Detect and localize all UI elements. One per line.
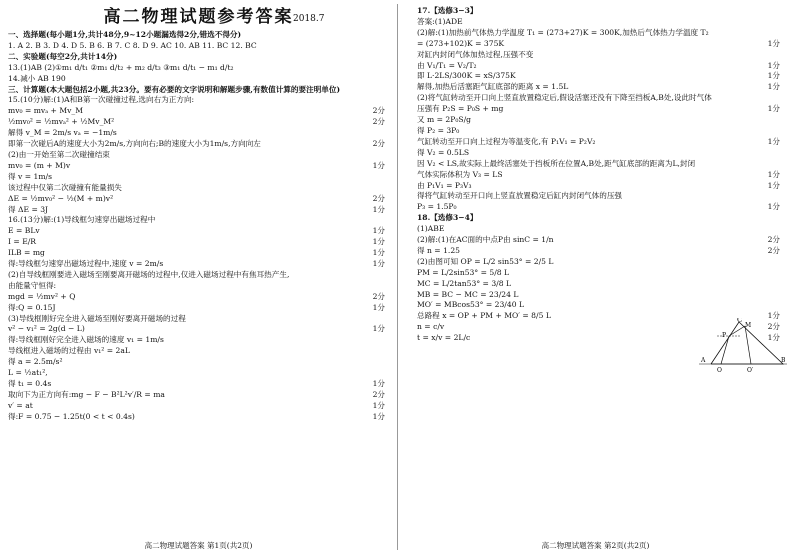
- answer-text: 即第一次碰后A的速度大小为2m/s,方向向右;B的速度大小为1m/s,方向向左: [8, 139, 261, 149]
- answer-line: [8, 172, 389, 183]
- score: 2分: [372, 193, 385, 203]
- answer-line: [8, 292, 389, 303]
- answer-line: [417, 235, 784, 246]
- score: 2分: [767, 245, 780, 255]
- answer-text: 气缸转动至开口向上过程为等温变化,有 P₁V₁ = P₂V₂: [417, 136, 596, 146]
- answer-text: t = x/v = 2L/c: [417, 333, 471, 343]
- answer-text: v² − v₁² = 2g(d − L): [8, 324, 85, 334]
- answer-text: (2)解:(1)在AC面的中点P由 sinC = 1/n: [417, 235, 554, 245]
- answer-line: [417, 202, 784, 213]
- answer-line: [8, 401, 389, 412]
- score: 1分: [767, 180, 780, 190]
- answer-line: [8, 324, 389, 335]
- answer-line: [8, 52, 389, 63]
- answer-text: 三、计算题(本大题包括2小题,共23分。要有必要的文字说明和解题步骤,有数值计算的要注明单位): [8, 84, 341, 94]
- fig-label-m: M: [745, 322, 752, 329]
- page-1-footer: 高二物理试题答案 第1页(共2页): [144, 541, 253, 550]
- answer-line: [8, 63, 389, 74]
- answer-text: 由 V₁/T₁ = V₂/T₂: [417, 60, 477, 70]
- answer-text: 14.减小 AB 190: [8, 73, 66, 83]
- answer-line: [417, 115, 784, 126]
- answer-text: 解得 v_M = 2m/s vₐ = −1m/s: [8, 128, 117, 138]
- answer-text: ½mv₀² = ½mvₐ² + ½Mv_M²: [8, 117, 115, 127]
- score: 1分: [767, 82, 780, 92]
- score: 1分: [767, 71, 780, 81]
- fig-label-o-prime: O′: [747, 367, 754, 372]
- answer-text: 气体实际体积为 V₃ = LS: [417, 169, 503, 179]
- answer-line: [8, 128, 389, 139]
- answer-line: [417, 257, 784, 268]
- score: 1分: [372, 160, 385, 170]
- answer-line: [8, 237, 389, 248]
- score: 1分: [372, 248, 385, 258]
- answer-line: [8, 390, 389, 401]
- answer-text: 由 P₁V₁ = P₃V₃: [417, 180, 472, 190]
- answer-text: 一、选择题(每小题1分,共计48分,9~12小题漏选得2分,错选不得分): [8, 30, 242, 39]
- answer-line: [8, 85, 389, 96]
- answer-text: (2)将气缸转动至开口向上竖直放置稳定后,假设活塞还没有下降至挡板A,B处,设此时气体: [417, 93, 712, 103]
- answer-line: [8, 259, 389, 270]
- answer-line: [417, 93, 784, 104]
- answer-line: [417, 148, 784, 159]
- answer-line: [417, 300, 784, 311]
- answer-line: [417, 213, 784, 224]
- page-title: 高二物理试题参考答案: [103, 7, 294, 27]
- answer-text: 18.【选修3−4】: [417, 213, 478, 223]
- answer-text: mv₀ = (m + M)v: [8, 160, 71, 170]
- answer-text: E = BLv: [8, 226, 40, 236]
- answer-line: [8, 357, 389, 368]
- answer-line: [8, 139, 389, 150]
- answer-text: 得 n = 1.25: [417, 245, 460, 255]
- score: 1分: [767, 202, 780, 212]
- page-2-content: [417, 6, 784, 344]
- answer-line: [8, 183, 389, 194]
- answer-line: [8, 346, 389, 357]
- answer-text: 得 t₁ = 0.4s: [8, 379, 52, 388]
- answer-text: (2)由一开始至第二次碰撞结束: [8, 149, 110, 159]
- answer-text: 导线框进入磁场的过程由 v₁² = 2aL: [8, 346, 130, 356]
- score: 1分: [767, 104, 780, 114]
- answer-text: 得:F = 0.75 − 1.25t(0 < t < 0.4s): [8, 411, 135, 421]
- answer-line: [417, 6, 784, 17]
- answer-text: 答案:(1)ADE: [417, 16, 463, 26]
- answer-line: [8, 205, 389, 216]
- fig-label-c: C: [737, 318, 743, 324]
- answer-text: I = E/R: [8, 237, 37, 247]
- score: 2分: [372, 291, 385, 301]
- answer-line: [417, 181, 784, 192]
- answer-text: 取向下为正方向有:mg − F − B²L²v′/R = ma: [8, 389, 165, 399]
- answer-line: [417, 170, 784, 181]
- answer-text: (3)导线框刚好完全进入磁场至刚好要离开磁场的过程: [8, 313, 186, 323]
- score: 1分: [767, 333, 780, 343]
- answer-text: 总路程 x = OP + PM + MO′ = 8/5 L: [417, 311, 551, 321]
- answer-line: [8, 314, 389, 325]
- score: 2分: [372, 106, 385, 116]
- score: 1分: [767, 311, 780, 321]
- answer-line: [417, 39, 784, 50]
- answer-line: [417, 290, 784, 301]
- page-2: [397, 0, 794, 554]
- answer-line: [8, 106, 389, 117]
- answer-text: (2)由图可知 OP = L/2 sin53° = 2/5 L: [417, 256, 554, 266]
- score: 2分: [372, 117, 385, 127]
- answer-line: [8, 368, 389, 379]
- answer-line: [8, 281, 389, 292]
- prism-diagram: [697, 318, 789, 372]
- answer-text: (2)自导线框刚要进入磁场至刚要离开磁场的过程中,仅进入磁场过程中有焦耳热产生,: [8, 269, 290, 279]
- score: 1分: [372, 237, 385, 247]
- answer-text: = (273+102)K = 375K: [417, 38, 505, 48]
- answer-text: mgd = ½mv² + Q: [8, 291, 76, 301]
- answer-line: [417, 279, 784, 290]
- answer-text: MC = L/2tan53° = 3/8 L: [417, 278, 512, 288]
- answer-text: ΔE = ½mv₀² − ½(M + m)v²: [8, 193, 114, 203]
- answer-text: 得 v = 1m/s: [8, 171, 52, 181]
- score: 1分: [767, 136, 780, 146]
- score: 2分: [372, 389, 385, 399]
- answer-line: [8, 215, 389, 226]
- answer-line: [417, 137, 784, 148]
- answer-line: [417, 17, 784, 28]
- answer-line: [417, 61, 784, 72]
- answer-line: [417, 246, 784, 257]
- answer-line: [417, 268, 784, 279]
- answer-text: n = c/v: [417, 322, 445, 332]
- answer-line: [417, 104, 784, 115]
- answer-line: [417, 126, 784, 137]
- answer-line: [417, 71, 784, 82]
- score: 1分: [372, 411, 385, 421]
- answer-line: [8, 412, 389, 423]
- answer-text: P₃ = 1.5P₀: [417, 202, 457, 212]
- answer-text: 得:导线框刚好完全进入磁场的速度 v₁ = 1m/s: [8, 335, 164, 345]
- page-2-footer: 高二物理试题答案 第2页(共2页): [541, 541, 650, 550]
- answer-line: [417, 159, 784, 170]
- answer-line: [8, 150, 389, 161]
- answer-text: MO′ = MBcos53° = 23/40 L: [417, 300, 524, 310]
- answer-text: 15.(10分)解:(1)A和B第一次碰撞过程,选向右为正方向:: [8, 95, 195, 105]
- score: 1分: [372, 226, 385, 236]
- answer-text: 因 V₂ < LS,故实际上最终活塞处于挡板所在位置A,B处,距气缸底部的距离为L,封闭: [417, 158, 696, 168]
- answer-text: 得 ΔE = 3J: [8, 204, 49, 214]
- answer-text: 得 a = 2.5m/s²: [8, 357, 63, 367]
- score: 2分: [372, 139, 385, 149]
- answer-text: 二、实验题(每空2分,共计14分): [8, 51, 118, 61]
- answer-line: [417, 28, 784, 39]
- page-1-content: [8, 30, 389, 423]
- answer-text: 该过程中仅第二次碰撞有能量损失: [8, 182, 122, 192]
- answer-line: [417, 82, 784, 93]
- score: 1分: [372, 324, 385, 334]
- answer-text: (2)解:(1)加热前气体热力学温度 T₁ = (273+27)K = 300K,加热后气体热力学温度 T₂: [417, 27, 709, 37]
- answer-text: mv₀ = mvₐ + Mv_M: [8, 106, 83, 116]
- answer-line: [8, 95, 389, 106]
- fig-label-p: P: [722, 332, 727, 339]
- answer-line: [8, 194, 389, 205]
- answer-text: 1. A 2. B 3. D 4. D 5. B 6. B 7. C 8. D 9. AC 10. AB 11. BC 12. BC: [8, 40, 257, 50]
- answer-line: [417, 224, 784, 235]
- answer-line: [8, 248, 389, 259]
- answer-line: [8, 161, 389, 172]
- score: 1分: [372, 259, 385, 269]
- answer-text: 16.(13分)解:(1)导线框匀速穿出磁场过程中: [8, 215, 156, 225]
- answer-line: [8, 74, 389, 85]
- answer-line: [417, 50, 784, 61]
- answer-text: 由能量守恒得:: [8, 280, 57, 290]
- score: 1分: [372, 204, 385, 214]
- answer-line: [8, 226, 389, 237]
- score: 1分: [767, 169, 780, 179]
- answer-text: L = ½at₁²,: [8, 368, 48, 378]
- score: 1分: [372, 400, 385, 410]
- score: 2分: [767, 235, 780, 245]
- score: 1分: [767, 60, 780, 70]
- answer-text: 解得,加热后活塞距气缸底部的距离 x = 1.5L: [417, 82, 569, 92]
- score: 1分: [372, 379, 385, 388]
- answer-line: [8, 30, 389, 41]
- answer-line: [8, 303, 389, 314]
- score: 2分: [767, 322, 780, 332]
- answer-text: 得:导线框匀速穿出磁场过程中,速度 v = 2m/s: [8, 259, 164, 269]
- answer-line: [417, 191, 784, 202]
- answer-text: 对缸内封闭气体加热过程,压强不变: [417, 49, 534, 59]
- date: 2018.7: [293, 14, 325, 24]
- answer-text: (1)ABE: [417, 224, 445, 234]
- answer-text: 得 P₂ = 3P₀: [417, 125, 460, 135]
- answer-text: 又 m = 2P₀S/g: [417, 115, 472, 125]
- answer-text: PM = L/2sin53° = 5/8 L: [417, 267, 510, 277]
- answer-text: 13.(1)AB (2)①m₁ d/t₁ ②m₁ d/t₂ + m₂ d/t₃ ③m₁ d/t₁ − m₁ d/t₂: [8, 62, 234, 72]
- answer-text: 得:Q = 0.15J: [8, 302, 56, 312]
- score: 1分: [372, 302, 385, 312]
- answer-text: 17.【选修3−3】: [417, 6, 478, 15]
- answer-line: [8, 41, 389, 52]
- answer-line: [8, 335, 389, 346]
- answer-text: MB = BC − MC = 23/24 L: [417, 289, 519, 299]
- answer-text: 得将气缸转动至开口向上竖直放置稳定后缸内封闭气体的压强: [417, 191, 623, 201]
- answer-text: 即 L·2LS/300K = xS/375K: [417, 71, 516, 81]
- fig-label-o: O: [717, 367, 722, 372]
- answer-line: [8, 379, 389, 390]
- answer-text: 得 V₂ = 0.5LS: [417, 147, 470, 157]
- answer-text: 压强有 P₂S = P₀S + mg: [417, 104, 504, 114]
- answer-line: [8, 270, 389, 281]
- fig-label-a: A: [701, 357, 706, 364]
- fig-label-b: B: [781, 357, 786, 364]
- answer-line: [8, 117, 389, 128]
- answer-text: v′ = at: [8, 400, 33, 410]
- score: 1分: [767, 38, 780, 48]
- answer-text: ILB = mg: [8, 248, 45, 258]
